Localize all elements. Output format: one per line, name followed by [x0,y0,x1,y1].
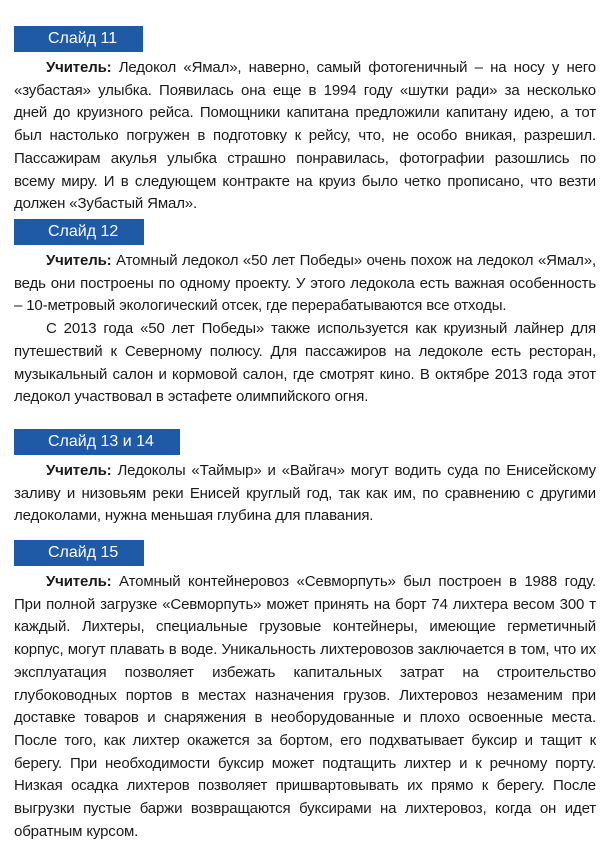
section-slide-15 [14,540,596,843]
slide-label: Слайд 15 [14,540,144,566]
slide-label: Слайд 12 [14,219,144,245]
slide-label: Слайд 11 [14,26,143,52]
speaker-label: Учитель: [46,252,112,269]
section-slide-11 [14,26,596,216]
paragraph-text: Атомный контейнеровоз «Севморпуть» был построен в 1988 году. При полной загрузке «Севморпуть» может принять на борт 74 лихтера весом 300 т каждый. Лихтеры, специальные грузовые контейнеры, имеющие герметичный корпус, могут плавать в воде. Уникальность лихтеровозов заключается в том, что их эксплуатация позволяет избежать капитальных затрат на строительство глубоководных портов в местах назначения грузов. Лихтеровоз незаменим при доставке товаров и снаряжения в необорудованные и плохо освоенные места. После того, как лихтер окажется за бортом, его подхватывает буксир и тащит к берегу. При необходимости буксир может подтащить лихтер и к речному порту. Низкая осадка лихтеров позволяет пришвартовывать их прямо к берегу. После выгрузки пустые баржи возвращаются буксирами на лихтеровоз, когда он идет обратным курсом. [14,573,596,840]
paragraph-text: Ледокол «Ямал», наверно, самый фотогеничный – на носу у него «зубастая» улыбка. Появилась она еще в 1994 году «шутки ради» за несколько дней до круизного рейса. Помощники капитана предложили капитану идею, а тот был настолько погружен в подготовку к рейсу, что, не особо вникая, разрешил. Пассажирам акулья улыбка страшно понравилась, фотографии разошлись по всему миру. И в следующем контракте на круиз было четко прописано, что везти должен «Зубастый Ямал». [14,59,596,213]
paragraph-text: Ледоколы «Таймыр» и «Вайгач» могут водить суда по Енисейскому заливу и низовьям реки Енисей круглый год, так как им, по сравнению с другими ледоколами, нужна меньшая глубина для плавания. [14,462,596,525]
paragraph [14,571,596,843]
paragraph-text: Атомный ледокол «50 лет Победы» очень похож на ледокол «Ямал», ведь они построены по одному проекту. У этого ледокола есть важная особенность – 10-метровый экологический отсек, где перерабатываются все отходы. [14,252,596,315]
slide-label: Слайд 13 и 14 [14,429,180,455]
paragraph [14,57,596,216]
paragraph [14,250,596,318]
section-slide-13-14 [14,429,596,528]
paragraph [14,460,596,528]
speaker-label: Учитель: [46,462,112,479]
section-slide-12 [14,219,596,409]
paragraph [14,318,596,409]
paragraph-text: С 2013 года «50 лет Победы» также используется как круизный лайнер для путешествий к Северному полюсу. Для пассажиров на ледоколе есть ресторан, музыкальный салон и кормовой салон, где смотрят кино. В октябре 2013 года этот ледокол участвовал в эстафете олимпийского огня. [14,320,596,406]
speaker-label: Учитель: [46,59,112,76]
speaker-label: Учитель: [46,573,112,590]
